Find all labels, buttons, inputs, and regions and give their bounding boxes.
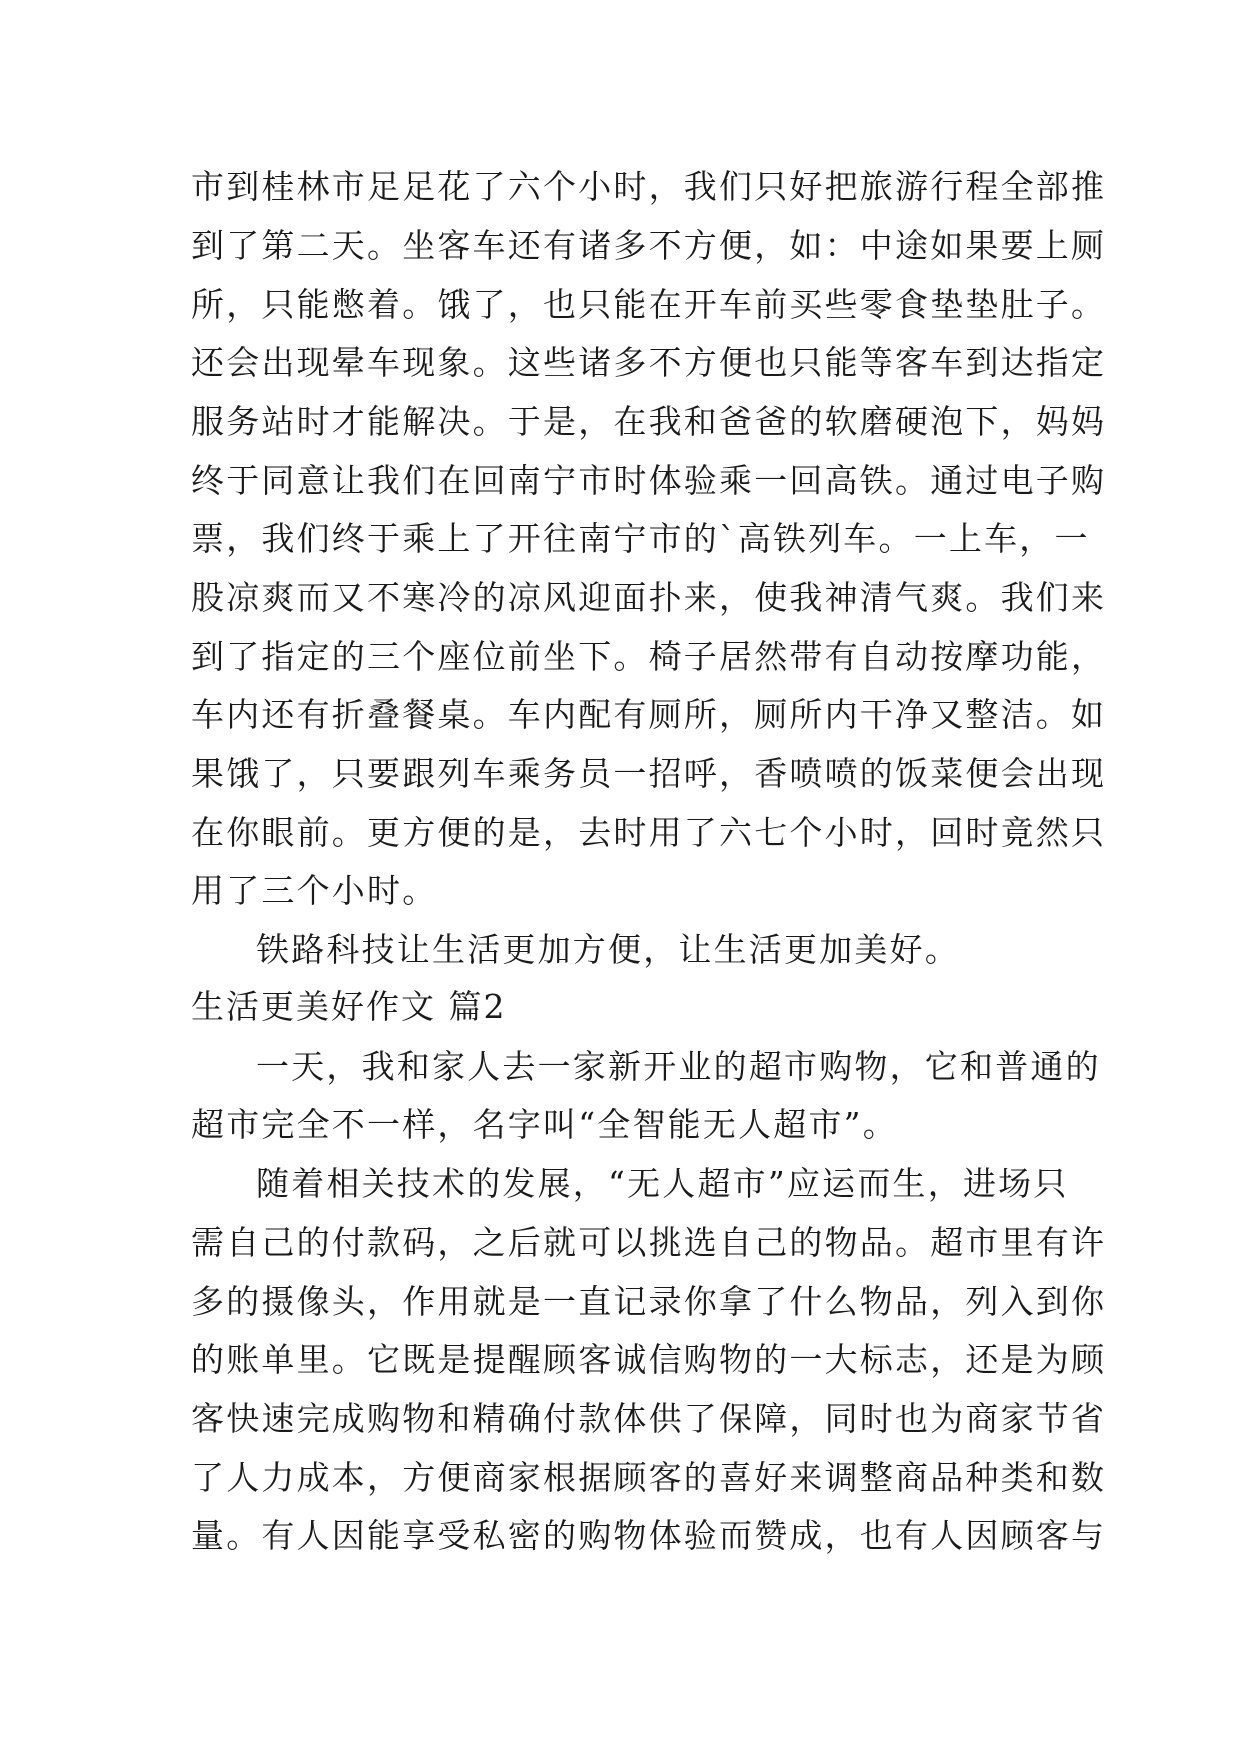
paragraph-line: 果饿了，只要跟列车乘务员一招呼，香喷喷的饭菜便会出现 [191, 754, 1107, 793]
paragraph-line: 客快速完成购物和精确付款体供了保障，同时也为商家节省 [191, 1399, 1107, 1438]
paragraph-line: 市到桂林市足足花了六个小时，我们只好把旅游行程全部推 [191, 167, 1107, 206]
paragraph-line: 票，我们终于乘上了开往南宁市的`高铁列车。一上车，一 [191, 519, 1090, 558]
paragraph-line: 的账单里。它既是提醒顾客诚信购物的一大标志，还是为顾 [191, 1340, 1107, 1379]
paragraph-line: 在你眼前。更方便的是，去时用了六七个小时，回时竟然只 [191, 813, 1107, 852]
paragraph-line: 股凉爽而又不寒冷的凉风迎面扑来，使我神清气爽。我们来 [191, 578, 1107, 617]
paragraph-line: 多的摄像头，作用就是一直记录你拿了什么物品，列入到你 [191, 1282, 1107, 1321]
paragraph-line: 到了第二天。坐客车还有诸多不方便，如：中途如果要上厕 [191, 226, 1107, 265]
paragraph-line: 服务站时才能解决。于是，在我和爸爸的软磨硬泡下，妈妈 [191, 402, 1107, 441]
paragraph-line: 随着相关技术的发展，“无人超市”应运而生，进场只 [256, 1164, 1069, 1203]
paragraph-line: 了人力成本，方便商家根据顾客的喜好来调整商品种类和数 [191, 1458, 1107, 1497]
paragraph-line: 超市完全不一样，名字叫“全智能无人超市”。 [191, 1105, 898, 1144]
paragraph-line: 终于同意让我们在回南宁市时体验乘一回高铁。通过电子购 [191, 461, 1107, 500]
paragraph-line: 一天，我和家人去一家新开业的超市购物，它和普通的 [256, 1047, 1101, 1086]
paragraph-line: 量。有人因能享受私密的购物体验而赞成，也有人因顾客与 [191, 1516, 1107, 1555]
conclusion-line: 铁路科技让生活更加方便，让生活更加美好。 [256, 930, 960, 969]
paragraph-line: 所，只能憋着。饿了，也只能在开车前买些零食垫垫肚子。 [191, 285, 1107, 324]
paragraph-line: 车内还有折叠餐桌。车内配有厕所，厕所内干净又整洁。如 [191, 695, 1107, 734]
paragraph-line: 到了指定的三个座位前坐下。椅子居然带有自动按摩功能， [191, 637, 1107, 676]
paragraph-line: 还会出现晕车现象。这些诸多不方便也只能等客车到达指定 [191, 343, 1107, 382]
paragraph-line: 用了三个小时。 [191, 871, 438, 910]
paragraph-line: 需自己的付款码，之后就可以挑选自己的物品。超市里有许 [191, 1223, 1107, 1262]
section-heading: 生活更美好作文 篇2 [191, 987, 507, 1026]
